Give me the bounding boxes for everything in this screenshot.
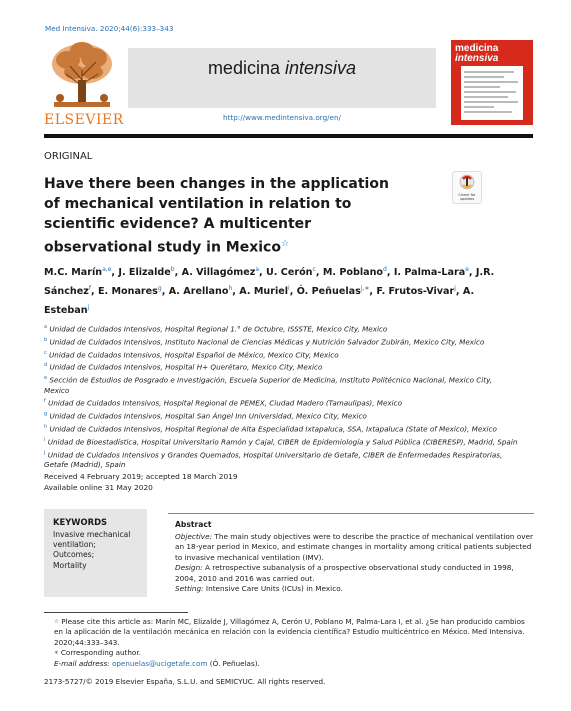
author-affiliation-mark[interactable]: g: [157, 285, 162, 293]
abstract-body: [175, 532, 535, 594]
abstract-design: [175, 563, 535, 584]
check-updates-icon: [453, 172, 481, 192]
cover-title: [455, 44, 498, 64]
email-label: E-mail address:: [54, 658, 110, 668]
journal-title-italic: intensiva: [285, 58, 357, 78]
author-affiliation-mark[interactable]: d: [383, 266, 387, 273]
online-date: Available online 31 May 2020: [44, 482, 153, 492]
author-name[interactable]: A. Arellano: [168, 286, 229, 298]
author-name[interactable]: I. Palma-Lara: [393, 267, 466, 279]
check-updates-label: Check for updates: [458, 193, 476, 201]
affiliation-text: Unidad de Cuidados Intensivos, Hospital San Ángel Inn Universidad, Mexico City, Mexico: [49, 411, 367, 421]
author-name[interactable]: A. Villagómez: [181, 267, 256, 279]
affiliation-key: c: [44, 349, 47, 356]
corresponding-mark: ∗: [54, 650, 59, 657]
author-name[interactable]: E. Monares: [97, 286, 158, 298]
affiliation-item: [44, 322, 519, 335]
article-type: ORIGINAL: [44, 151, 93, 162]
affiliation-key: e: [44, 375, 48, 382]
publisher-name: ELSEVIER: [44, 112, 124, 128]
affiliation-text: Unidad de Cuidados Intensivos, Hospital H+ Querétaro, Mexico City, Mexico: [49, 362, 323, 372]
affiliation-text: Unidad de Cuidados Intensivos, Instituto Nacional de Ciencias Médicas y Nutrición Salvador Zubirán, Mexico City, Mexico: [49, 337, 485, 347]
affiliation-text: Unidad de Bioestadística, Hospital Universitario Ramón y Cajal, CIBER de Epidemiología y Salud Pública (CIBERESP), Madrid, Spain: [47, 437, 518, 447]
objective-text: The main study objectives were to describe the practice of mechanical ventilation over an 18-year period in Mexico, and estimate changes in mortality among critical patients subjected to invasive mechanical ventilation (IMV).: [175, 532, 534, 562]
affiliation-item: [44, 348, 519, 361]
author-affiliation-mark[interactable]: j,∗: [360, 285, 370, 293]
author-name[interactable]: M.C. Marín: [44, 267, 103, 279]
footnote-divider: [44, 612, 188, 613]
received-date: Received 4 February 2019; accepted 18 March 2019: [44, 472, 238, 481]
affiliation-item: [44, 422, 519, 435]
affiliation-key: i: [44, 436, 46, 443]
keyword-item: Mortality: [53, 560, 87, 570]
affiliation-text: Sección de Estudios de Posgrado e Investigación, Escuela Superior de Medicina, Instituto Politécnico Nacional, Mexico City, Mexico: [44, 375, 493, 395]
author-affiliation-mark[interactable]: e: [465, 266, 469, 273]
author-affiliation-mark[interactable]: j: [454, 285, 456, 293]
author-affiliation-mark[interactable]: a: [255, 266, 260, 273]
citation-footnote: [44, 617, 534, 648]
setting-label: Setting:: [175, 584, 204, 594]
affiliation-item: [44, 335, 519, 348]
journal-citation[interactable]: Med Intensiva. 2020;44(6):333–343: [45, 24, 174, 33]
cover-title-line-2: intensiva: [455, 53, 499, 64]
affiliation-text: Unidad de Cuidados Intensivos y Grandes Quemados, Hospital Universitario de Getafe, CIBER de Enfermedades Respiratorias, Getafe (Madrid), Spain: [44, 449, 503, 470]
keywords-box: [44, 509, 147, 597]
cover-contents: [461, 66, 523, 120]
author-name[interactable]: U. Cerón: [266, 267, 313, 279]
author-affiliation-mark[interactable]: f: [88, 285, 91, 293]
citation-footnote-text: Please cite this article as: Marín MC, Elizalde J, Villagómez A, Cerón U, Poblano M, Palma-Lara I, et al. ¿Se han producido cambios en la aplicación de la ventilación mecánica en relación con la evidencia científica? Estudio multicéntrico en México. Med Intensiva. 2020;44:333–343.: [54, 617, 525, 647]
author-separator: ,: [161, 286, 169, 298]
author-separator: ,: [259, 267, 267, 279]
corresponding-text: Corresponding author.: [60, 648, 141, 658]
keyword-item: Outcomes;: [53, 550, 95, 560]
header-divider: [44, 134, 533, 138]
author-name[interactable]: Ó. Peñuelas: [296, 286, 361, 298]
abstract-objective: [175, 532, 535, 563]
journal-url-link[interactable]: http://www.medintensiva.org/en/: [223, 113, 341, 122]
affiliation-key: h: [44, 423, 48, 430]
email-footnote: [44, 659, 534, 669]
author-separator: ,: [111, 267, 119, 279]
author-affiliation-mark[interactable]: i: [288, 285, 290, 293]
email-owner: (Ó. Peñuelas).: [209, 658, 260, 668]
affiliation-text: Unidad de Cuidados Intensivos, Hospital Regional de Alta Especialidad Ixtapaluca, SSA, Ixtapaluca (State of Mexico), Mexico: [49, 424, 497, 434]
footnotes: [44, 617, 534, 669]
author-separator: ,: [315, 267, 323, 279]
author-name[interactable]: M. Poblano: [322, 267, 384, 279]
design-label: Design:: [175, 563, 203, 573]
affiliation-item: [44, 373, 519, 396]
keywords-heading: KEYWORDS: [53, 517, 108, 527]
author-affiliation-mark[interactable]: a,e: [102, 266, 112, 273]
affiliation-key: a: [44, 324, 48, 330]
article-history: [44, 472, 444, 494]
author-separator: ,: [369, 286, 377, 298]
affiliation-key: d: [44, 362, 48, 369]
author-name[interactable]: J.R. Sánchez: [44, 267, 495, 298]
objective-label: Objective:: [175, 532, 213, 541]
journal-title-plain: medicina: [207, 58, 280, 78]
affiliation-key: f: [44, 398, 46, 405]
affiliation-text: Unidad de Cuidados Intensivos, Hospital Regional 1.° de Octubre, ISSSTE, Mexico City, Mexico: [49, 324, 388, 334]
author-name[interactable]: J. Elizalde: [118, 267, 171, 279]
keywords-list: [53, 530, 143, 571]
author-separator: ,: [174, 267, 182, 279]
setting-text: Intensive Care Units (ICUs) in Mexico.: [205, 584, 343, 594]
design-text: A retrospective subanalysis of a prospective observational study conducted in 1998, 2004, 2010 and 2016 was carried out.: [175, 563, 514, 583]
copyright-line: 2173-5727/© 2019 Elsevier España, S.L.U. and SEMICYUC. All rights reserved.: [44, 677, 326, 686]
affiliation-key: b: [44, 336, 48, 343]
paper-title-text: Have there been changes in the application of mechanical ventilation in relation to scientific evidence? A multicenter observational study in Mexico: [44, 176, 389, 256]
journal-title: [128, 58, 436, 79]
abstract-heading: Abstract: [175, 520, 212, 529]
affiliation-item: [44, 409, 519, 422]
author-name[interactable]: F. Frutos-Vivar: [376, 286, 455, 298]
journal-cover-thumbnail: [451, 40, 533, 125]
author-affiliation-mark[interactable]: h: [228, 285, 233, 293]
author-separator: ,: [289, 286, 297, 298]
corresponding-footnote: [44, 648, 534, 658]
keyword-item: Invasive mechanical ventilation;: [53, 530, 131, 550]
affiliation-text: Unidad de Cuidados Intensivos, Hospital Regional de PEMEX, Ciudad Madero (Tamaulipas), Mexico: [48, 398, 402, 408]
affiliation-text: Unidad de Cuidados Intensivos, Hospital Español de México, Mexico City, Mexico: [49, 349, 339, 359]
affiliation-key: j: [44, 449, 46, 456]
affiliation-list: [44, 322, 519, 471]
affiliation-key: g: [44, 411, 48, 418]
affiliation-item: [44, 448, 519, 471]
author-name[interactable]: A. Muriel: [239, 286, 289, 298]
affiliation-item: [44, 360, 519, 373]
author-separator: ,: [386, 267, 394, 279]
author-separator: ,: [90, 286, 98, 298]
affiliation-item: [44, 435, 519, 448]
author-separator: ,: [455, 286, 463, 298]
author-affiliation-mark[interactable]: b: [170, 266, 175, 273]
check-for-updates-badge[interactable]: [452, 171, 482, 204]
abstract-divider: [168, 513, 534, 514]
cover-title-line-1: medicina: [455, 43, 499, 54]
affiliation-item: [44, 396, 519, 409]
author-affiliation-mark[interactable]: c: [312, 266, 316, 273]
citation-footnote-mark: ☆: [54, 619, 59, 625]
abstract-setting: [175, 584, 535, 594]
paper-title: [44, 174, 404, 258]
title-footnote-mark[interactable]: ☆: [280, 239, 290, 249]
author-separator: ,: [468, 267, 476, 279]
author-separator: ,: [232, 286, 240, 298]
author-affiliation-mark[interactable]: j: [87, 304, 90, 312]
author-name[interactable]: A. Esteban: [44, 286, 475, 317]
email-link[interactable]: openuelas@ucigetafe.com: [111, 658, 208, 668]
author-list: [44, 262, 514, 320]
